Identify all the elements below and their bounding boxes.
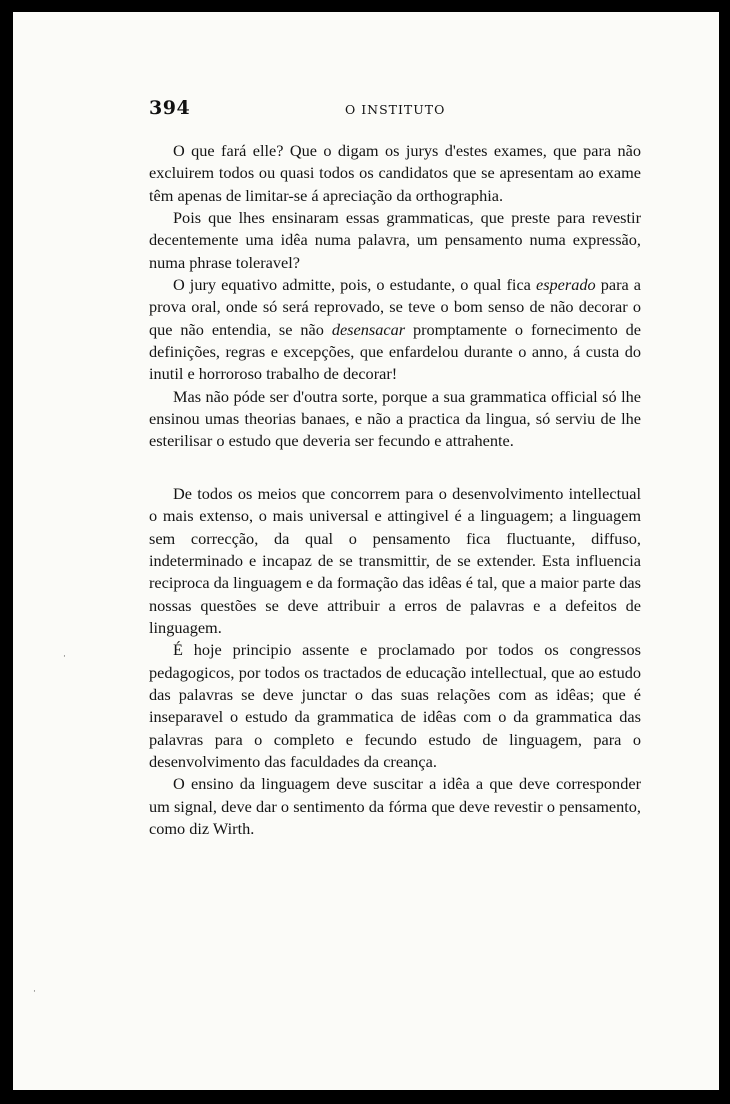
margin-speck: · xyxy=(33,987,36,997)
paragraph-1: O que fará elle? Que o digam os jurys d'estes exames, que para não excluirem todos ou quasi todos os candidatos que se apresentam ao exame têm apenas de limitar-se á apreciação da orthographia. xyxy=(149,141,641,205)
paragraph-6: É hoje principio assente e proclamado por todos os congressos pedagogicos, por todos os tractados de educação intellectual, que ao estudo das palavras se deve junctar o das suas relações com as idêas; que é inseparavel o estudo da grammatica de idêas com o da grammatica das palavras para o completo e fecundo estudo de linguagem, para o desenvolvimento das faculdades da creança. xyxy=(149,640,641,771)
book-page xyxy=(13,12,719,1090)
paragraph-4: Mas não póde ser d'outra sorte, porque a sua grammatica official só lhe ensinou umas theorias banaes, e não a practica da lingua, só serviu de lhe esterilisar o estudo que deveria ser fecundo e attrahente. xyxy=(149,386,641,451)
margin-speck: · xyxy=(63,652,66,662)
paragraph-2: Pois que lhes ensinaram essas grammaticas, que preste para revestir decentemente uma idêa numa palavra, um pensamento numa expressão, numa phrase toleravel? xyxy=(149,208,641,272)
italic-word-esperado: esperado xyxy=(535,275,596,295)
paragraph-3 xyxy=(149,274,641,386)
running-title: O INSTITUTO xyxy=(345,102,446,117)
paragraph-3-text-a: O jury equativo admitte, pois, o estudante, o qual fica xyxy=(173,275,536,295)
body-text xyxy=(149,140,641,840)
italic-word-desensacar: desensacar xyxy=(331,319,406,339)
paragraph-3-text-b: para a prova oral, onde só será reprovado, se teve o bom senso de não decorar o que não entendia, se não xyxy=(149,275,642,339)
paragraph-7: O ensino da linguagem deve suscitar a idêa a que deve corresponder um signal, deve dar o sentimento da fórma que deve revestir o pensamento, como diz Wirth. xyxy=(149,774,641,838)
paragraph-5: De todos os meios que concorrem para o desenvolvimento intellectual o mais extenso, o mais universal e attingivel é a linguagem; a linguagem sem correcção, da qual o pensamento fica fluctuante, diffuso, indeterminado e incapaz de se transmittir, de se extender. Esta influencia reciproca da linguagem e da formação das idêas é tal, que a maior parte das nossas questões se deve attribuir a erros de palavras e a defeitos de linguagem. xyxy=(149,483,641,637)
paragraph-3-text-c: promptamente o fornecimento de definições, regras e excepções, que enfardelou durante o anno, á custa do inutil e horroroso trabalho de decorar! xyxy=(149,319,642,384)
page-header xyxy=(149,97,641,123)
page-number: 394 xyxy=(149,97,191,119)
